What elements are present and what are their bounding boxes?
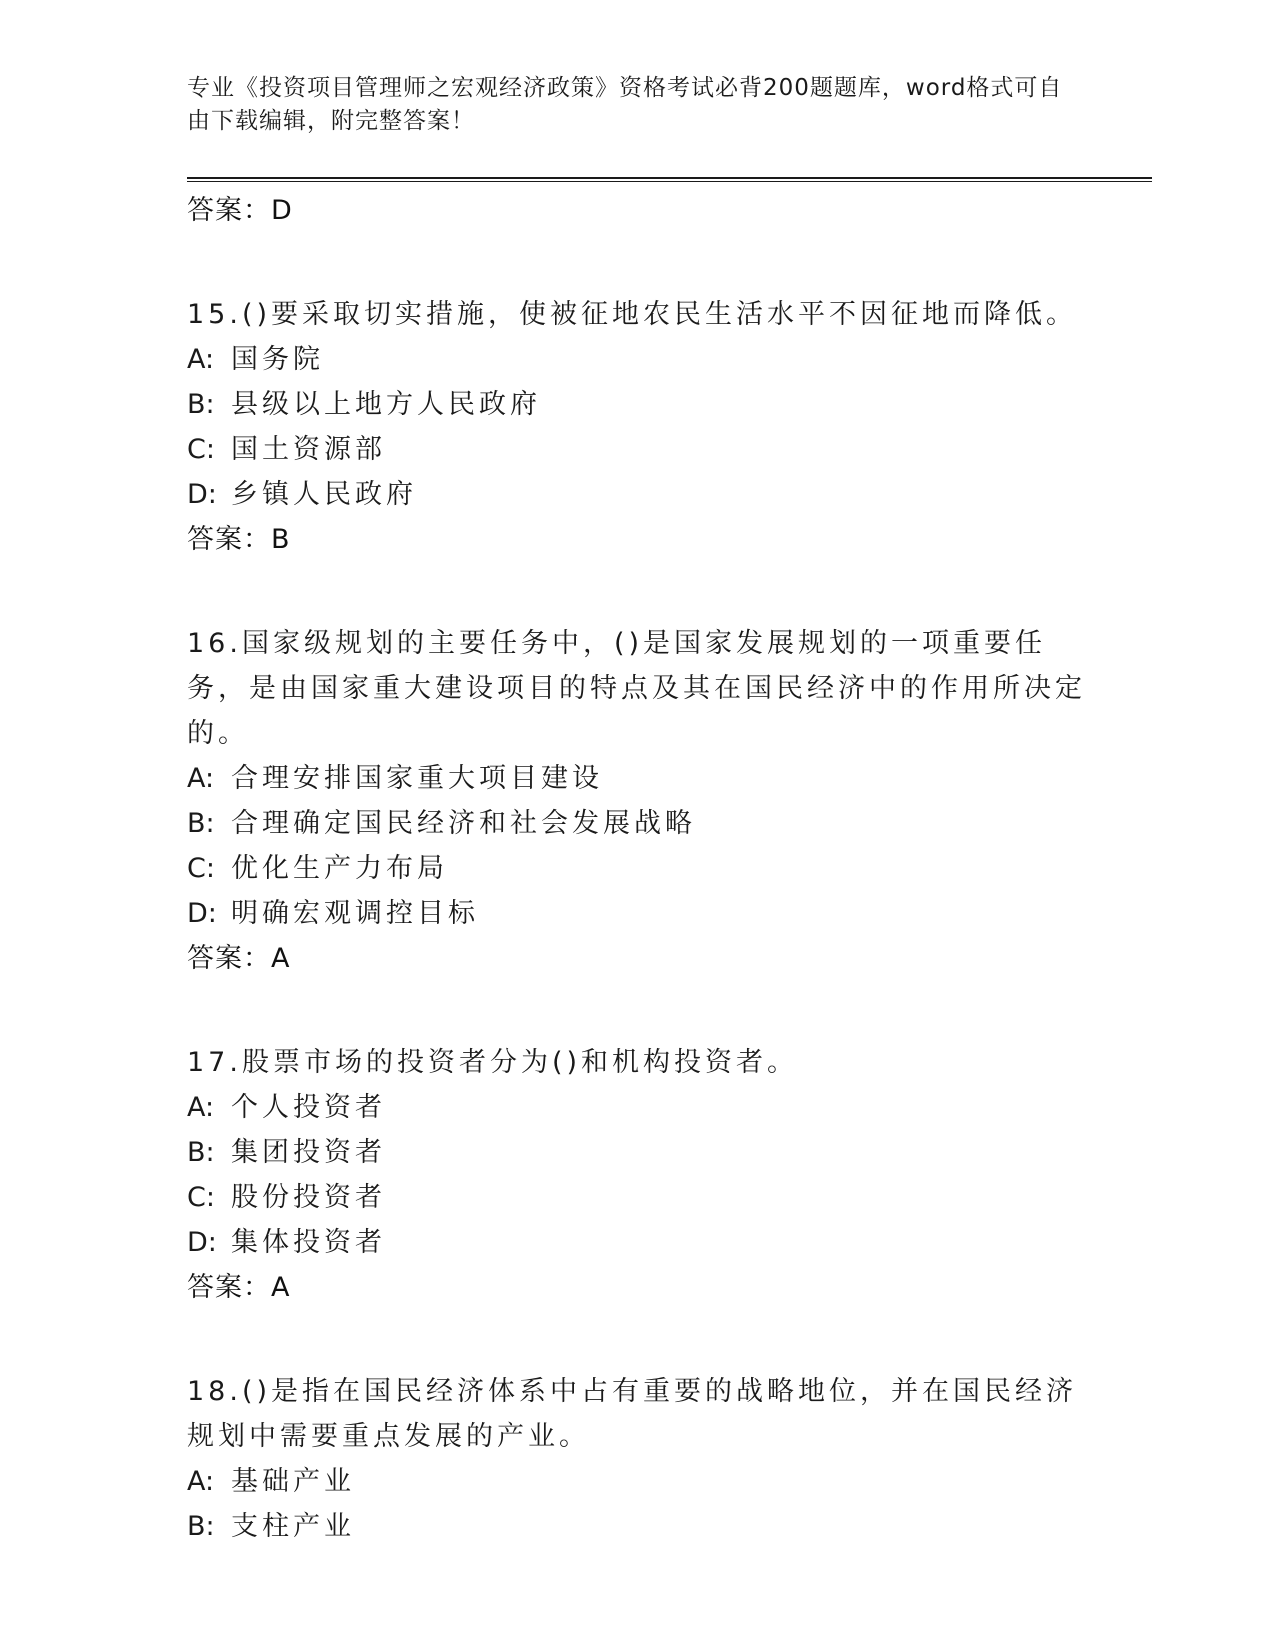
option-letter: A: bbox=[187, 344, 215, 375]
option-letter: B: bbox=[187, 1137, 215, 1168]
option-text: 乡镇人民政府 bbox=[231, 479, 417, 510]
option-letter: C: bbox=[187, 1182, 215, 1213]
question-item bbox=[187, 292, 1087, 563]
option-letter: C: bbox=[187, 434, 215, 465]
option-text: 支柱产业 bbox=[231, 1511, 355, 1542]
option-b bbox=[187, 382, 1087, 427]
question-item bbox=[187, 1369, 1087, 1549]
option-c bbox=[187, 427, 1087, 472]
option-c bbox=[187, 846, 1087, 891]
option-letter: A: bbox=[187, 1092, 215, 1123]
answer-line: 答案：A bbox=[187, 943, 291, 974]
option-letter: B: bbox=[187, 808, 215, 839]
option-a bbox=[187, 1085, 1087, 1130]
answer-line: 答案：B bbox=[187, 524, 291, 555]
option-text: 明确宏观调控目标 bbox=[231, 898, 479, 929]
option-b bbox=[187, 1130, 1087, 1175]
option-letter: D: bbox=[187, 479, 217, 510]
option-d bbox=[187, 891, 1087, 936]
option-text: 个人投资者 bbox=[231, 1092, 386, 1123]
option-letter: D: bbox=[187, 1227, 217, 1258]
option-letter: C: bbox=[187, 853, 215, 884]
option-letter: A: bbox=[187, 1466, 215, 1497]
option-text: 股份投资者 bbox=[231, 1182, 386, 1213]
option-letter: B: bbox=[187, 1511, 215, 1542]
option-letter: B: bbox=[187, 389, 215, 420]
question-list bbox=[187, 188, 1087, 1549]
question-text: 17.股票市场的投资者分为()和机构投资者。 bbox=[187, 1047, 799, 1078]
option-text: 基础产业 bbox=[231, 1466, 355, 1497]
option-a bbox=[187, 337, 1087, 382]
option-text: 县级以上地方人民政府 bbox=[231, 389, 541, 420]
option-text: 国土资源部 bbox=[231, 434, 386, 465]
document-header: 专业《投资项目管理师之宏观经济政策》资格考试必背200题题库，word格式可自由下载编辑，附完整答案！ bbox=[187, 75, 1063, 134]
option-d bbox=[187, 472, 1087, 517]
question-text: 18.()是指在国民经济体系中占有重要的战略地位，并在国民经济规划中需要重点发展的产业。 bbox=[187, 1376, 1078, 1452]
option-text: 集团投资者 bbox=[231, 1137, 386, 1168]
option-b bbox=[187, 1504, 1087, 1549]
option-text: 合理安排国家重大项目建设 bbox=[231, 763, 603, 794]
question-text: 16.国家级规划的主要任务中，()是国家发展规划的一项重要任务，是由国家重大建设项目的特点及其在国民经济中的作用所决定的。 bbox=[187, 628, 1086, 749]
question-item bbox=[187, 1040, 1087, 1311]
option-text: 合理确定国民经济和社会发展战略 bbox=[231, 808, 696, 839]
option-text: 集体投资者 bbox=[231, 1227, 386, 1258]
question-item bbox=[187, 621, 1087, 982]
answer-line: 答案：D bbox=[187, 195, 293, 226]
option-letter: D: bbox=[187, 898, 217, 929]
option-d bbox=[187, 1220, 1087, 1265]
option-a bbox=[187, 756, 1087, 801]
option-text: 国务院 bbox=[231, 344, 324, 375]
question-text: 15.()要采取切实措施，使被征地农民生活水平不因征地而降低。 bbox=[187, 299, 1078, 330]
option-text: 优化生产力布局 bbox=[231, 853, 448, 884]
option-c bbox=[187, 1175, 1087, 1220]
option-letter: A: bbox=[187, 763, 215, 794]
option-b bbox=[187, 801, 1087, 846]
answer-line: 答案：A bbox=[187, 1272, 291, 1303]
option-a bbox=[187, 1459, 1087, 1504]
header-divider bbox=[187, 177, 1152, 182]
